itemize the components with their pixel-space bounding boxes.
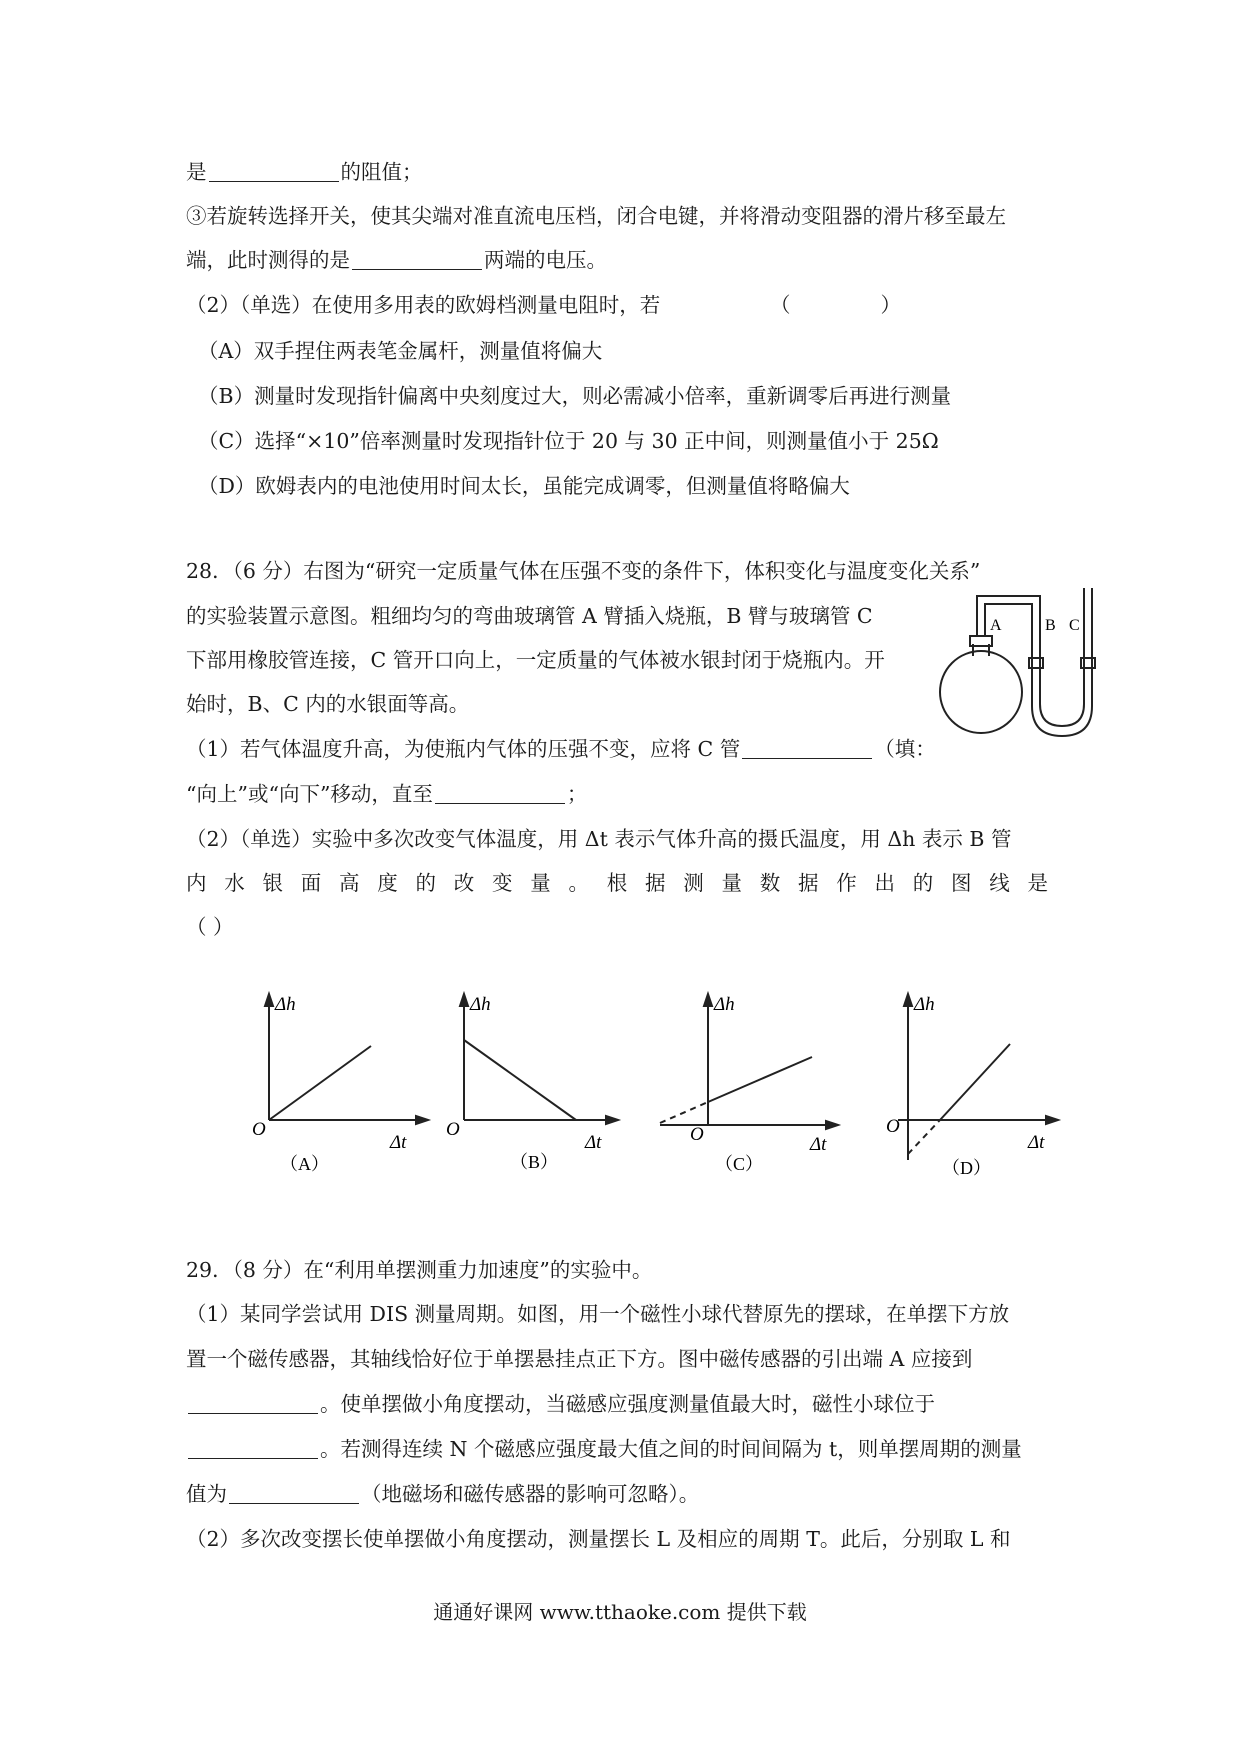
q28-sub1 [186, 735, 936, 763]
origin-label: O [690, 1124, 704, 1145]
flask-body [940, 651, 1022, 733]
graph-caption[interactable]: （A） [280, 1154, 329, 1174]
x-label: Δt [390, 1132, 407, 1153]
label-a: A [990, 617, 1002, 634]
q28-sub2-line1: （2）（单选）实验中多次改变气体温度，用 Δt 表示气体升高的摄氏温度，用 Δh 表示 B 管 [186, 827, 1012, 851]
q27-option-b: （B）测量时发现指针偏离中央刻度过大，则必需减小倍率，重新调零后再进行测量 [198, 384, 952, 408]
x-arrow [1046, 1116, 1058, 1124]
graph-d [870, 990, 1070, 1190]
y-label: Δh [275, 994, 296, 1015]
graph-b [440, 990, 640, 1180]
q27-option-d: （D）欧姆表内的电池使用时间太长，虽能完成调零，但测量值将略偏大 [198, 474, 850, 498]
x-label: Δt [585, 1132, 602, 1153]
q29-line6-prefix: 值为 [186, 1482, 227, 1506]
gas-apparatus-diagram [938, 586, 1110, 758]
q29-line1: 29．（8 分）在“利用单摆测重力加速度”的实验中。 [186, 1258, 653, 1282]
q29-line7: （2）多次改变摆长使单摆做小角度摆动，测量摆长 L 及相应的周期 T。此后，分别取 L 和 [186, 1527, 1011, 1551]
q27-line1-suffix: 的阻值； [340, 160, 423, 184]
q27-line3-prefix: 端，此时测得的是 [186, 248, 350, 272]
q29-line5 [186, 1435, 1022, 1463]
y-arrow [460, 994, 468, 1006]
origin-label: O [886, 1116, 900, 1137]
data-line [940, 1044, 1010, 1120]
q29-line2: （1）某同学尝试用 DIS 测量周期。如图，用一个磁性小球代替原先的摆球，在单摆下方放 [186, 1302, 1010, 1326]
q29-line5-suffix: 。若测得连续 N 个磁感应强度最大值之间的时间间隔为 t，则单摆周期的测量 [320, 1437, 1022, 1461]
q29-line3: 置一个磁传感器，其轴线恰好位于单摆悬挂点正下方。图中磁传感器的引出端 A 应接到 [186, 1347, 973, 1371]
q29-line4 [186, 1390, 935, 1418]
label-b: B [1045, 617, 1056, 634]
q27-line1 [186, 158, 423, 186]
q29-line4-suffix: 。使单摆做小角度摆动，当磁感应强度测量值最大时，磁性小球位于 [320, 1392, 935, 1416]
answer-blank[interactable] [188, 1438, 318, 1459]
y-arrow [704, 994, 712, 1006]
graph-caption[interactable]: （C） [715, 1154, 764, 1174]
q28-sub1-suffix: （填： [874, 737, 936, 761]
x-label: Δt [1028, 1132, 1045, 1153]
paren-open: （ [770, 293, 791, 317]
q27-sub2-paren [770, 291, 901, 319]
origin-label: O [446, 1119, 460, 1140]
q27-line2: ③若旋转选择开关，使其尖端对准直流电压档，闭合电键，并将滑动变阻器的滑片移至最左 [186, 204, 1006, 228]
answer-blank[interactable] [209, 161, 339, 182]
y-label: Δh [914, 994, 935, 1015]
q27-line1-prefix: 是 [186, 160, 207, 184]
q27-line3 [186, 246, 607, 274]
graph-caption[interactable]: （B） [510, 1152, 559, 1172]
y-arrow [265, 994, 273, 1006]
q28-line2: 的实验装置示意图。粗细均匀的弯曲玻璃管 A 臂插入烧瓶，B 臂与玻璃管 C [186, 604, 873, 628]
q28-sub2-line2: 内 水 银 面 高 度 的 改 变 量 。 根 据 测 量 数 据 作 出 的 图 线 是 [186, 871, 1048, 895]
data-line [708, 1057, 812, 1102]
x-arrow [606, 1116, 618, 1124]
label-c: C [1069, 617, 1080, 634]
q28-sub2-line3[interactable]: （ ） [186, 915, 234, 939]
q27-option-a: （A）双手捏住两表笔金属杆，测量值将偏大 [198, 339, 603, 363]
q28-line4: 始时，B、C 内的水银面等高。 [186, 692, 470, 716]
q27-line3-suffix: 两端的电压。 [484, 248, 607, 272]
answer-blank[interactable] [229, 1483, 359, 1504]
answer-blank[interactable] [188, 1393, 318, 1414]
q28-sub1-prefix: （1）若气体温度升高，为使瓶内气体的压强不变，应将 C 管 [186, 737, 741, 761]
x-arrow [826, 1121, 838, 1129]
answer-blank[interactable] [742, 738, 872, 759]
data-line [269, 1046, 371, 1120]
answer-blank[interactable] [435, 783, 565, 804]
q28-sub1-line2-prefix: “向上”或“向下”移动，直至 [186, 782, 433, 806]
q28-sub1-line2 [186, 780, 587, 808]
graph-c [650, 990, 850, 1180]
y-label: Δh [470, 994, 491, 1015]
y-arrow [904, 994, 912, 1006]
rubber-tube-inner [1040, 666, 1084, 726]
origin-label: O [252, 1119, 266, 1140]
page-footer: 通通好课网 www.tthaoke.com 提供下载 [433, 1600, 807, 1624]
tube-a [977, 596, 1040, 666]
q28-line3: 下部用橡胶管连接，C 管开口向上，一定质量的气体被水银封闭于烧瓶内。开 [186, 648, 885, 672]
paren-close: ） [880, 293, 901, 317]
x-arrow [416, 1116, 428, 1124]
q29-line6-suffix: （地磁场和磁传感器的影响可忽略）。 [361, 1482, 700, 1506]
y-label: Δh [714, 994, 735, 1015]
tube-c [1084, 588, 1092, 666]
answer-blank[interactable] [352, 249, 482, 270]
q27-sub2-stem-text: （2）（单选）在使用多用表的欧姆档测量电阻时，若 [186, 293, 661, 317]
x-label: Δt [810, 1134, 827, 1155]
q28-sub1-line2-suffix: ； [566, 782, 588, 806]
q27-sub2-stem [186, 291, 660, 319]
q29-line6 [186, 1480, 699, 1508]
q28-line1: 28．（6 分）右图为“研究一定质量气体在压强不变的条件下，体积变化与温度变化关系” [186, 559, 981, 583]
graph-a [240, 990, 440, 1180]
data-line [464, 1040, 576, 1120]
extrapolated-line [908, 1120, 940, 1154]
graph-caption[interactable]: （D） [942, 1158, 991, 1178]
q27-option-c: （C）选择“×10”倍率测量时发现指针位于 20 与 30 正中间，则测量值小于 25Ω [198, 429, 939, 453]
extrapolated-line [660, 1102, 708, 1123]
